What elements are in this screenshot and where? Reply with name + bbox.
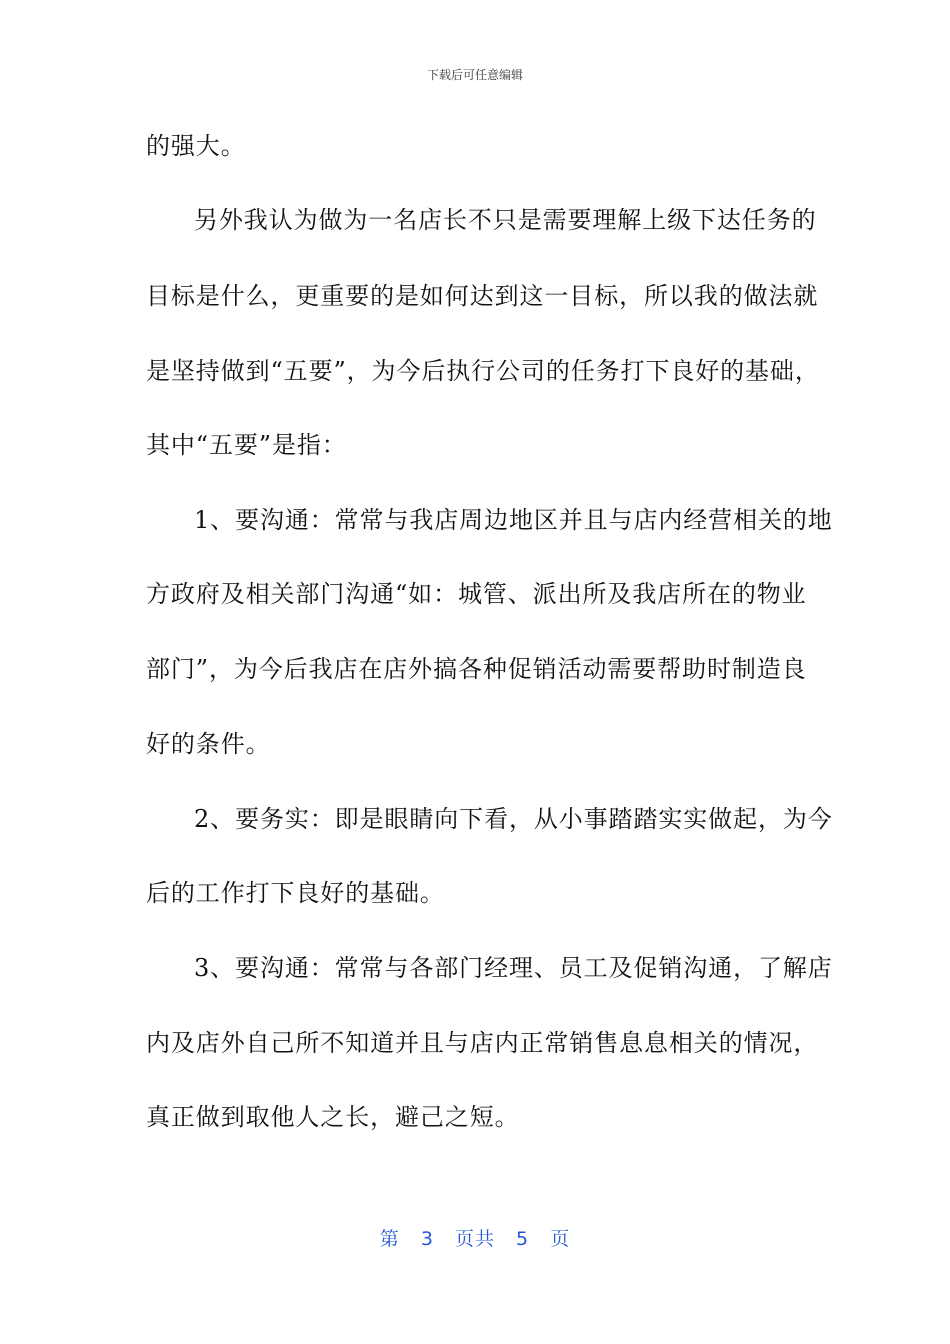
footer-current-page: 3 [420,1228,434,1250]
text-line-1: 的强大。 [146,132,246,160]
text-line-12: 3、要沟通：常常与各部门经理、员工及促销沟通，了解店 [194,954,833,982]
text-line-6: 1、要沟通：常常与我店周边地区并且与店内经营相关的地 [194,506,833,534]
text-line-2: 另外我认为做为一名店长不只是需要理解上级下达任务的 [194,206,817,234]
text-line-7: 方政府及相关部门沟通“如：城管、派出所及我店所在的物业 [146,580,807,608]
footer-end-label: 页 [550,1228,571,1250]
footer-total-pages: 5 [516,1228,530,1250]
page-footer [0,1226,950,1252]
footer-of-label: 页共 [454,1228,495,1250]
footer-page-label: 第 [379,1228,400,1250]
text-line-9: 好的条件。 [146,730,271,758]
text-line-4: 是坚持做到“五要”，为今后执行公司的任务打下良好的基础， [146,357,820,385]
text-line-13: 内及店外自己所不知道并且与店内正常销售息息相关的情况， [146,1029,819,1057]
text-line-10: 2、要务实：即是眼睛向下看，从小事踏踏实实做起，为今 [194,805,833,833]
header-note: 下载后可任意编辑 [426,68,523,82]
text-line-3: 目标是什么，更重要的是如何达到这一目标，所以我的做法就 [146,282,819,310]
text-line-8: 部门”，为今后我店在店外搞各种促销活动需要帮助时制造良 [146,655,807,683]
text-line-11: 后的工作打下良好的基础。 [146,879,445,907]
text-line-14: 真正做到取他人之长，避己之短。 [146,1103,520,1131]
text-line-5: 其中“五要”是指： [146,431,347,459]
